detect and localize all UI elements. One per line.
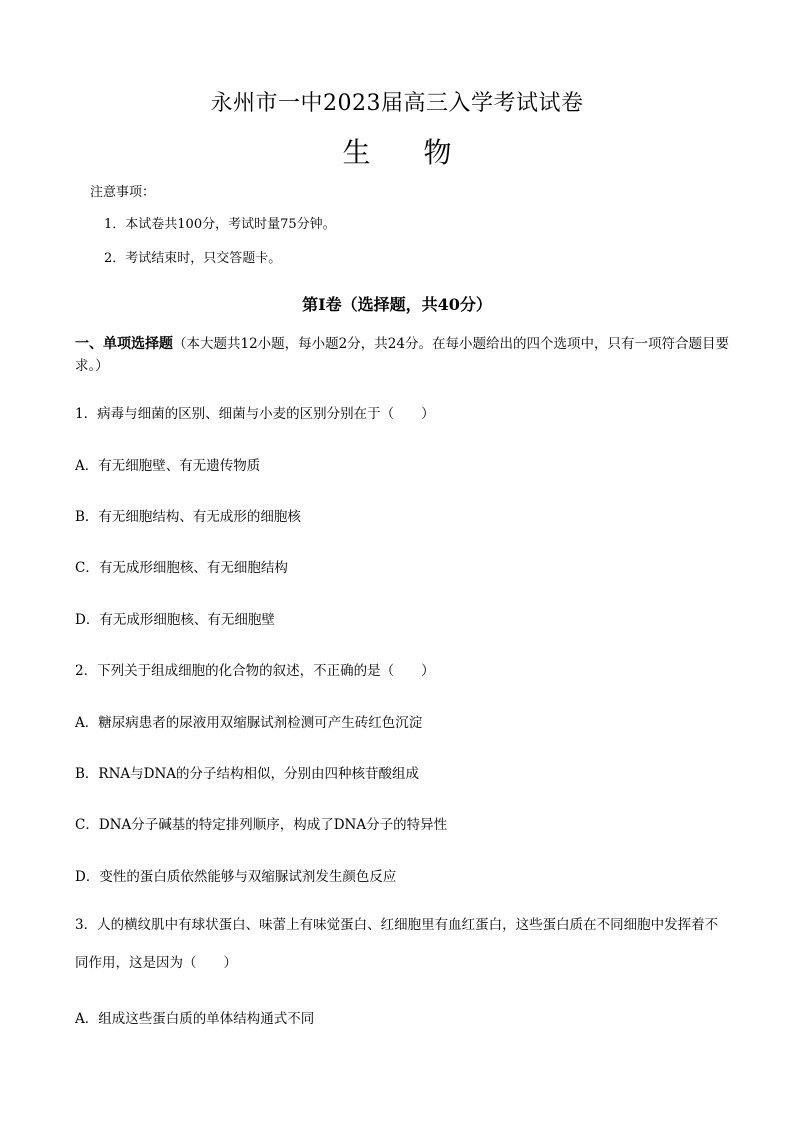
answer-option: B．RNA与DNA的分子结构相似，分别由四种核苷酸组成 <box>75 766 420 782</box>
question-stem: 2．下列关于组成细胞的化合物的叙述，不正确的是（ ） <box>75 663 435 679</box>
answer-option: A．有无细胞壁、有无遗传物质 <box>75 458 261 474</box>
answer-option: D．有无成形细胞核、有无细胞壁 <box>75 612 275 628</box>
notice-heading: 注意事项： <box>90 185 156 200</box>
part-instruction-text: （本大题共12小题，每小题2分，共24分。在每小题给出的四个选项中，只有一项符合题目要求。） <box>75 336 729 374</box>
notice-item: 1．本试卷共100分，考试时量75分钟。 <box>104 217 336 232</box>
answer-option: A．组成这些蛋白质的单体结构通式不同 <box>75 1011 315 1027</box>
part-instructions <box>75 333 730 377</box>
notice-item: 2．考试结束时，只交答题卡。 <box>104 251 282 266</box>
part-label: 一、单项选择题 <box>75 336 173 352</box>
answer-option: D．变性的蛋白质依然能够与双缩脲试剂发生颜色反应 <box>75 869 397 885</box>
subject-title: 生 物 <box>342 136 474 169</box>
question-stem: 1．病毒与细菌的区别、细菌与小麦的区别分别在于（ ） <box>75 406 435 422</box>
answer-option: C．DNA分子碱基的特定排列顺序，构成了DNA分子的特异性 <box>75 817 448 833</box>
section-title: 第Ⅰ卷（选择题，共40分） <box>302 295 492 314</box>
question-stem: 3．人的横纹肌中有球状蛋白、味蕾上有味觉蛋白、红细胞里有血红蛋白，这些蛋白质在不同细胞中发挥着不同作用，这是因为（ ） <box>75 917 719 971</box>
answer-option: B．有无细胞结构、有无成形的细胞核 <box>75 509 301 525</box>
answer-option: C．有无成形细胞核、有无细胞结构 <box>75 560 288 576</box>
answer-option: A．糖尿病患者的尿液用双缩脲试剂检测可产生砖红色沉淀 <box>75 715 423 731</box>
exam-title: 永州市一中2023届高三入学考试试卷 <box>210 91 584 116</box>
